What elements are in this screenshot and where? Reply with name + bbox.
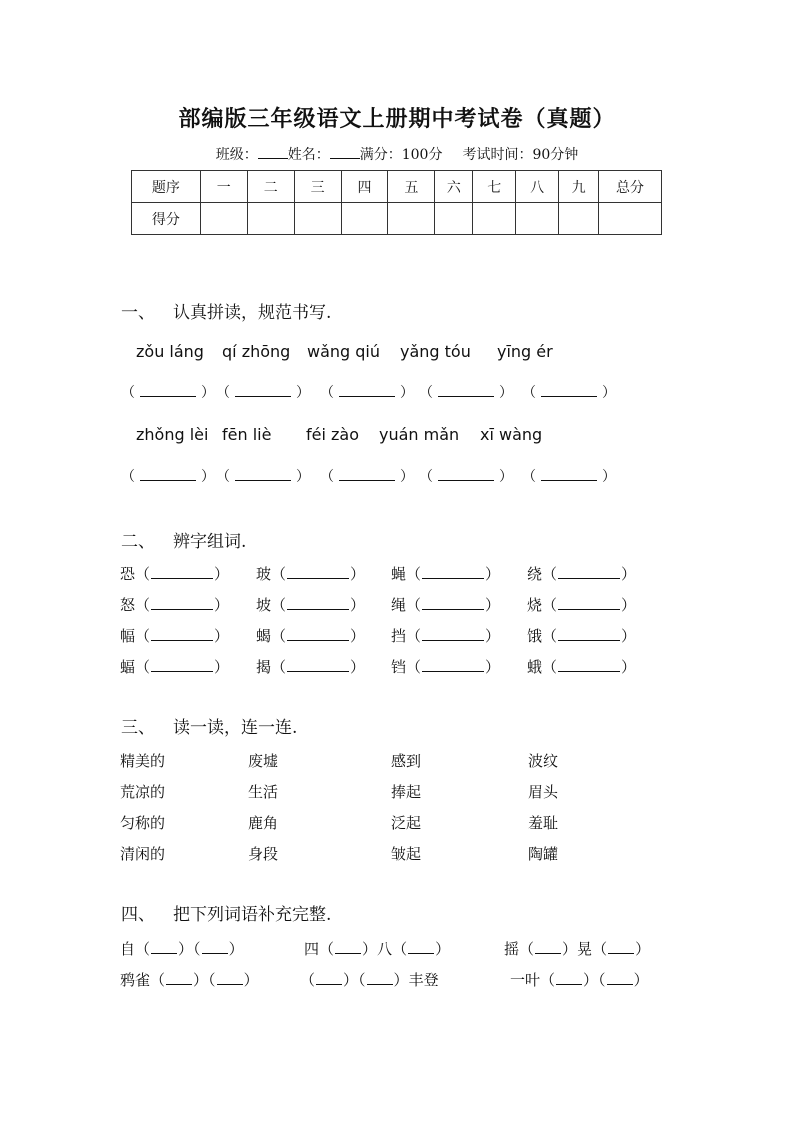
section-3-heading — [121, 713, 297, 738]
pinyin: yīng ér — [497, 342, 553, 361]
pinyin: xī wàng — [480, 425, 543, 444]
left-paren: （ — [271, 658, 287, 676]
char: 蝎 — [256, 627, 272, 645]
right-paren: ） — [633, 971, 649, 989]
right-paren: ） — [201, 469, 215, 485]
table-cell: 得分 — [132, 203, 201, 235]
idiom-char: 摇 — [504, 940, 520, 958]
idiom-blank[interactable] — [510, 969, 649, 990]
left-paren: （ — [193, 940, 201, 958]
char-blank[interactable] — [527, 594, 636, 615]
left-paren: （ — [216, 385, 230, 401]
left-paren: （ — [135, 658, 151, 676]
left-paren: （ — [208, 971, 216, 989]
match-word[interactable]: 波纹 — [528, 752, 559, 770]
right-paren: ） — [214, 627, 230, 645]
char-blank[interactable] — [256, 656, 365, 677]
char: 揭 — [256, 658, 272, 676]
right-paren: ） — [214, 565, 230, 583]
table-cell: 五 — [388, 171, 435, 203]
answer-blank[interactable] — [320, 382, 414, 402]
right-paren: ） — [583, 971, 599, 989]
idiom-char: 四 — [304, 940, 320, 958]
score-value-row — [132, 203, 662, 235]
char-blank[interactable] — [120, 594, 229, 615]
score-cell[interactable] — [341, 203, 388, 235]
idiom-blank[interactable] — [304, 938, 450, 959]
char: 恐 — [120, 565, 136, 583]
match-word[interactable]: 身段 — [248, 845, 279, 863]
section-number: 三、 — [121, 718, 155, 738]
match-word[interactable]: 鹿角 — [248, 814, 279, 832]
char-blank[interactable] — [256, 563, 365, 584]
match-word[interactable]: 荒凉的 — [120, 783, 166, 801]
idiom-char: 八 — [377, 940, 393, 958]
left-paren: （ — [406, 565, 422, 583]
class-label: 班级： — [215, 147, 258, 163]
table-cell: 八 — [516, 171, 559, 203]
right-paren: ） — [485, 658, 501, 676]
left-paren: （ — [271, 565, 287, 583]
right-paren: ） — [228, 940, 244, 958]
pinyin: féi zào — [306, 425, 359, 444]
answer-blank[interactable] — [216, 382, 310, 402]
left-paren: （ — [406, 627, 422, 645]
section-1-heading — [121, 298, 331, 323]
right-paren: ） — [602, 385, 616, 401]
char-blank[interactable] — [120, 563, 229, 584]
char-blank[interactable] — [256, 594, 365, 615]
answer-blank[interactable] — [522, 382, 616, 402]
pinyin: zǒu láng — [136, 342, 204, 361]
char: 蛾 — [527, 658, 543, 676]
page-title: 部编版三年级语文上册期中考试卷（真题） — [178, 106, 616, 132]
table-cell: 题序 — [132, 171, 201, 203]
char: 绳 — [391, 596, 407, 614]
char-blank[interactable] — [527, 625, 636, 646]
name-blank[interactable] — [330, 146, 360, 159]
match-word[interactable]: 感到 — [391, 752, 422, 770]
char: 怒 — [120, 596, 136, 614]
char-blank[interactable] — [256, 625, 365, 646]
idiom-char: 鸦雀 — [120, 971, 151, 989]
answer-blank[interactable] — [419, 382, 513, 402]
right-paren: ） — [485, 627, 501, 645]
exam-time: 考试时间：90分钟 — [462, 147, 579, 163]
answer-blank[interactable] — [320, 466, 414, 486]
left-paren: （ — [135, 565, 151, 583]
match-word[interactable]: 眉头 — [528, 783, 559, 801]
table-cell: 一 — [200, 171, 247, 203]
left-paren: （ — [406, 658, 422, 676]
idiom-char: 丰登 — [408, 971, 439, 989]
name-label: 姓名： — [287, 147, 330, 163]
section-title: 读一读，连一连. — [173, 718, 298, 738]
right-paren: ） — [350, 596, 366, 614]
left-paren: （ — [121, 385, 135, 401]
left-paren: （ — [598, 971, 606, 989]
pinyin: yuán mǎn — [379, 425, 460, 444]
answer-blank[interactable] — [419, 466, 513, 486]
score-cell[interactable] — [516, 203, 559, 235]
char-blank[interactable] — [391, 656, 500, 677]
match-word[interactable]: 皱起 — [391, 845, 422, 863]
right-paren: ） — [296, 469, 310, 485]
exam-info-line — [0, 144, 794, 164]
section-4-heading — [121, 900, 331, 925]
left-paren: （ — [320, 385, 334, 401]
pinyin: yǎng tóu — [400, 342, 471, 361]
char-blank[interactable] — [391, 563, 500, 584]
score-table — [131, 170, 662, 235]
score-cell[interactable] — [200, 203, 247, 235]
left-paren: （ — [419, 469, 433, 485]
section-number: 一、 — [121, 303, 155, 323]
char: 玻 — [256, 565, 272, 583]
right-paren: ） — [485, 565, 501, 583]
table-cell: 总分 — [599, 171, 662, 203]
right-paren: ） — [214, 658, 230, 676]
left-paren: （ — [519, 940, 535, 958]
match-word[interactable]: 精美的 — [120, 752, 166, 770]
char-blank[interactable] — [391, 594, 500, 615]
table-cell: 九 — [559, 171, 599, 203]
table-cell: 七 — [473, 171, 516, 203]
left-paren: （ — [419, 385, 433, 401]
right-paren: ） — [193, 971, 209, 989]
idiom-blank[interactable] — [120, 969, 259, 990]
section-number: 四、 — [121, 905, 155, 925]
match-word[interactable]: 废墟 — [248, 752, 279, 770]
right-paren: ） — [435, 940, 451, 958]
table-cell: 四 — [341, 171, 388, 203]
char: 坡 — [256, 596, 272, 614]
left-paren: （ — [271, 596, 287, 614]
match-word[interactable]: 捧起 — [391, 783, 422, 801]
left-paren: （ — [319, 940, 335, 958]
right-paren: ） — [393, 971, 409, 989]
left-paren: （ — [540, 971, 556, 989]
right-paren: ） — [499, 385, 513, 401]
left-paren: （ — [542, 658, 558, 676]
answer-blank[interactable] — [216, 466, 310, 486]
idiom-blank[interactable] — [300, 969, 439, 990]
left-paren: （ — [542, 565, 558, 583]
left-paren: （ — [150, 971, 166, 989]
score-cell[interactable] — [559, 203, 599, 235]
left-paren: （ — [522, 385, 536, 401]
idiom-char: 一叶 — [510, 971, 541, 989]
section-title: 辨字组词. — [173, 532, 247, 552]
left-paren: （ — [135, 627, 151, 645]
idiom-blank[interactable] — [120, 938, 244, 959]
right-paren: ） — [343, 971, 359, 989]
right-paren: ） — [602, 469, 616, 485]
score-cell[interactable] — [599, 203, 662, 235]
right-paren: ） — [400, 385, 414, 401]
left-paren: （ — [392, 940, 408, 958]
score-cell[interactable] — [294, 203, 341, 235]
left-paren: （ — [135, 596, 151, 614]
right-paren: ） — [485, 596, 501, 614]
char-blank[interactable] — [120, 656, 229, 677]
pinyin: wǎng qiú — [307, 342, 381, 361]
right-paren: ） — [178, 940, 194, 958]
match-word[interactable]: 匀称的 — [120, 814, 166, 832]
table-cell: 六 — [435, 171, 473, 203]
match-word[interactable]: 生活 — [248, 783, 279, 801]
idiom-blank[interactable] — [504, 938, 650, 959]
pinyin: fēn liè — [222, 425, 272, 444]
section-number: 二、 — [121, 532, 155, 552]
right-paren: ） — [296, 385, 310, 401]
left-paren: （ — [271, 627, 287, 645]
right-paren: ） — [621, 658, 637, 676]
pinyin: zhǒng lèi — [136, 425, 209, 444]
right-paren: ） — [621, 596, 637, 614]
pinyin: qí zhōng — [222, 342, 291, 361]
match-word[interactable]: 泛起 — [391, 814, 422, 832]
right-paren: ） — [350, 565, 366, 583]
char: 幅 — [120, 627, 136, 645]
left-paren: （ — [135, 940, 151, 958]
match-word[interactable]: 陶罐 — [528, 845, 559, 863]
table-cell: 二 — [247, 171, 294, 203]
right-paren: ） — [350, 658, 366, 676]
right-paren: ） — [350, 627, 366, 645]
section-2-heading — [121, 527, 246, 552]
right-paren: ） — [621, 565, 637, 583]
left-paren: （ — [300, 971, 316, 989]
section-title: 把下列词语补充完整. — [173, 905, 332, 925]
char-blank[interactable] — [527, 563, 636, 584]
class-blank[interactable] — [258, 146, 288, 159]
left-paren: （ — [216, 469, 230, 485]
right-paren: ） — [214, 596, 230, 614]
right-paren: ） — [621, 627, 637, 645]
right-paren: ） — [362, 940, 378, 958]
left-paren: （ — [320, 469, 334, 485]
left-paren: （ — [121, 469, 135, 485]
right-paren: ） — [400, 469, 414, 485]
char: 绕 — [527, 565, 543, 583]
char: 饿 — [527, 627, 543, 645]
right-paren: ） — [499, 469, 513, 485]
char-blank[interactable] — [391, 625, 500, 646]
score-cell[interactable] — [473, 203, 516, 235]
match-word[interactable]: 羞耻 — [528, 814, 559, 832]
score-cell[interactable] — [247, 203, 294, 235]
answer-blank[interactable] — [522, 466, 616, 486]
right-paren: ） — [243, 971, 259, 989]
char: 铛 — [391, 658, 407, 676]
full-score: 满分：100分 — [359, 147, 443, 163]
left-paren: （ — [592, 940, 608, 958]
answer-blank[interactable] — [121, 466, 215, 486]
left-paren: （ — [358, 971, 366, 989]
char: 挡 — [391, 627, 407, 645]
right-paren: ） — [562, 940, 578, 958]
idiom-char: 晃 — [577, 940, 593, 958]
score-header-row — [132, 171, 662, 203]
idiom-char: 自 — [120, 940, 136, 958]
score-cell[interactable] — [388, 203, 435, 235]
section-title: 认真拼读，规范书写. — [173, 303, 332, 323]
char-blank[interactable] — [120, 625, 229, 646]
score-cell[interactable] — [435, 203, 473, 235]
left-paren: （ — [542, 596, 558, 614]
char: 蝇 — [391, 565, 407, 583]
left-paren: （ — [542, 627, 558, 645]
right-paren: ） — [201, 385, 215, 401]
char: 蝠 — [120, 658, 136, 676]
left-paren: （ — [406, 596, 422, 614]
right-paren: ） — [635, 940, 651, 958]
table-cell: 三 — [294, 171, 341, 203]
left-paren: （ — [522, 469, 536, 485]
char: 烧 — [527, 596, 543, 614]
answer-blank[interactable] — [121, 382, 215, 402]
match-word[interactable]: 清闲的 — [120, 845, 166, 863]
char-blank[interactable] — [527, 656, 636, 677]
